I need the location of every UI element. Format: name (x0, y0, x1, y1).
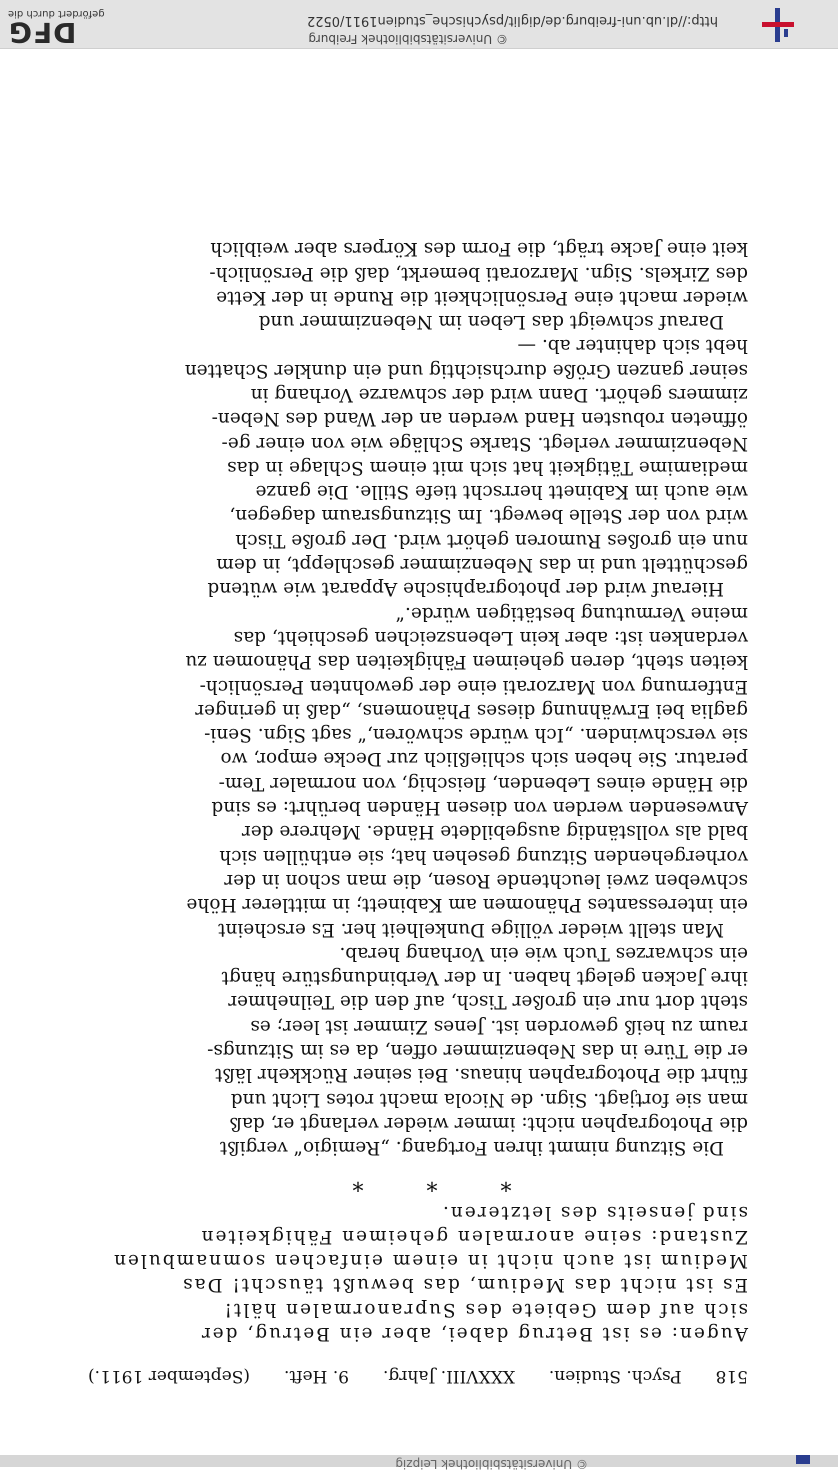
footer-copyright-text: © Universitätsbibliothek Freiburg (308, 32, 508, 46)
dfg-logo (8, 8, 105, 49)
running-head (88, 1365, 748, 1387)
library-logo-icon (796, 1455, 810, 1464)
journal-title: Psych. Studien. (548, 1366, 682, 1386)
page-body (88, 236, 748, 1387)
paragraph-4: Hierauf wird der photographische Apparat wie wütend geschüttelt und in das Nebenzimmer geschleppt, in dem nun ein großes Rumoren gehört wird. Der große Tisch wird von der Stelle bewegt. Im Sitzungsraum dagegen, wie auch im Kabinett herrscht tiefe Stille. Die ganze mediamime Tätigkeit hat sich mit einem Schlage in das Nebenzimmer verlegt. Starke Schläge wie von einer ge- öffneten robusten Hand werden an der Wand des Neben- zimmers gehört. Dann wird der schwarze Vorhang in seiner ganzen Größe durchsichtig und ein dunkler Schatten hebt sich dahinter ab. — (184, 335, 748, 600)
dfg-sub-text: gefördert durch die (8, 8, 105, 19)
header-copyright-text: © Universitätsbibliothek Leipzig (395, 1457, 588, 1471)
ub-freiburg-logo-icon (758, 8, 798, 42)
paragraph-3: Man stellt wieder völlige Dunkelheit her. Es erscheint ein interessantes Phänomen am Kabinett; in mittlerer Höhe schweben zwei leuchtende Rosen, die man schon in der vorhergehenden Sitzung gesehen hat; sie enthüllen sich bald als vollständig ausgebildete Hände. Mehrere der Anwesenden werden von diesen Händen berührt: es sind die Hände eines Lebenden, fleischig, von normaler Tem- peratur. Sie heben sich schließlich zur Decke empor, wo sie verschwinden. „Ich würde schwören,“ sagt Sign. Seni- gaglia bei Erwähnung dieses Phänomens, „daß in geringer Entfernung von Marzorati eine der gewohnten Persönlich- keiten steht, deren geheimen Fähigkeiten das Phänomen zu verdanken ist: aber kein Lebenszeichen geschieht, das meine Vermutung bestätigen würde.“ (185, 602, 748, 940)
permalink-url[interactable]: http://dl.ub.uni-freiburg.de/diglit/psychische_studien1911/0522 (306, 13, 718, 28)
viewer-header-band (0, 1455, 838, 1471)
page-number: 518 (715, 1366, 748, 1386)
dfg-logo-text: DFG (8, 16, 77, 49)
paragraph-2: Die Sitzung nimmt ihren Fortgang. „Remigio“ vergißt die Photographen nicht: immer wieder verlangt er, daß man sie fortjagt. Sign. de Nicola macht rotes Licht und führt die Photographen hinaus. Bei seiner Rückkehr läßt er die Türe in das Nebenzimmer offen, da es im Sitzungs- raum zu heiß geworden ist. Jenes Zimmer ist leer; es steht dort nur ein großer Tisch, auf den die Teilnehmer ihre Jacken gelegt haben. In der Verbindungstüre hängt ein schwarzes Tuch wie ein Vorhang herab. (207, 942, 748, 1159)
paragraph-5: Darauf schweigt das Leben im Nebenzimmer und wieder macht eine Persönlichkeit die Runde in der Kette des Zirkels. Sign. Marzorati bemerkt, daß die Persönlich- keit eine Jacke trägt, die Form des Körpers aber weiblich (209, 238, 748, 333)
viewer-footer-band (0, 0, 838, 49)
issue-label: 9. Heft. (283, 1366, 350, 1386)
issue-date: (September 1911.) (88, 1366, 251, 1386)
section-separator: * * * (324, 1169, 512, 1195)
volume-label: XXXVIII. Jahrg. (383, 1366, 515, 1386)
paragraph-1: Augen: es ist Betrug dabei, aber ein Betrug, der sich auf dem Gebiete des Supranormalen hält! Es ist nicht das Medium, das bewußt täuscht! Das Medium ist auch nicht in einem einfachen somnambulen Zustand: seine anormalen geheimen Fähigkeiten sind jenseits des letzteren. (112, 1201, 748, 1344)
